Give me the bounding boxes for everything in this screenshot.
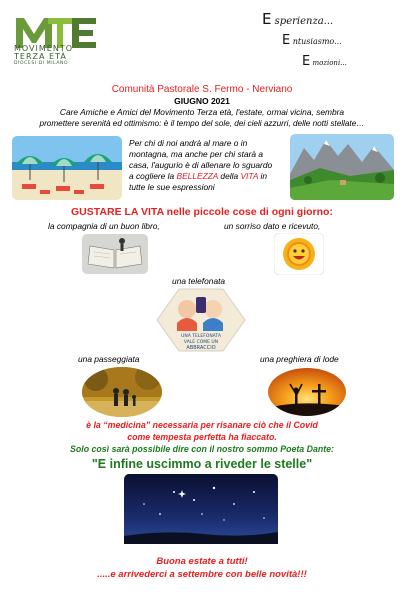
label-book: la compagnia di un buon libro, [48,221,160,231]
phone-caption-line3: ABBRACCIO [186,345,216,351]
community-title: Comunità Pastorale S. Fermo - Nerviano [111,84,293,95]
label-walk: una passeggiata [78,354,140,364]
label-prayer: una preghiera di lode [260,354,339,364]
phone-call-hug-image [155,287,247,353]
mountain-landscape-image [290,134,394,200]
intro-line2: promettere serenità ed ottimismo: è il tempo del sole, dei cieli azzurri, delle notti stellate… [39,119,365,128]
gustare-heading: GUSTARE LA VITA nelle piccole cose di ogni giorno: [71,206,333,218]
medicine-line1: è la “medicina” necessaria per risanare ciò che il Covid [86,420,318,430]
dante-intro: Solo così sarà possibile dire con il nostro sommo Poeta Dante: [70,444,334,454]
dante-quote: "E infine uscimmo a riveder le stelle" [91,457,313,471]
book-reading-image [82,234,148,274]
closing-line1: Buona estate a tutti! [156,556,248,567]
phone-caption-line2: VALE COME UN [183,340,219,345]
logo-text-line2: TERZA ETÀ [14,52,67,61]
beach-umbrellas-image [12,136,122,200]
phone-caption-line1: UNA TELEFONATA [181,334,221,339]
medicine-line2: come tempesta perfetta ha fiaccato. [127,432,277,442]
logo-text-line3: DIOCESI DI MILANO [14,61,69,66]
word-entusiasmo: E ntusiasmo... [282,33,342,48]
starry-night-sky-image [124,474,278,544]
prayer-sunset-cross-image [268,368,346,416]
logo-text-line1: MOVIMENTO [14,44,74,53]
date-heading: GIUGNO 2021 [174,96,230,106]
label-smile: un sorriso dato e ricevuto, [224,221,321,231]
label-phone: una telefonata [172,276,226,286]
word-esperienza: E sperienza... [262,10,334,28]
intro-line1: Care Amiche e Amici del Movimento Terza età, l'estate, ormai vicina, sembra [59,107,345,117]
wish-paragraph: Per chi di noi andrà al mare o in montagna, ma anche per chi starà a casa, l'augurio è di allenare lo sguardo a cogliere la BELLEZZA della VITA in tutte le sue espressioni [129,138,273,192]
walk-in-park-image [82,367,162,417]
word-emozioni: E mozioni... [302,54,347,69]
closing-line2: .....e arrivederci a settembre con belle novità!!! [97,569,307,580]
smile-flower-image [274,233,324,275]
